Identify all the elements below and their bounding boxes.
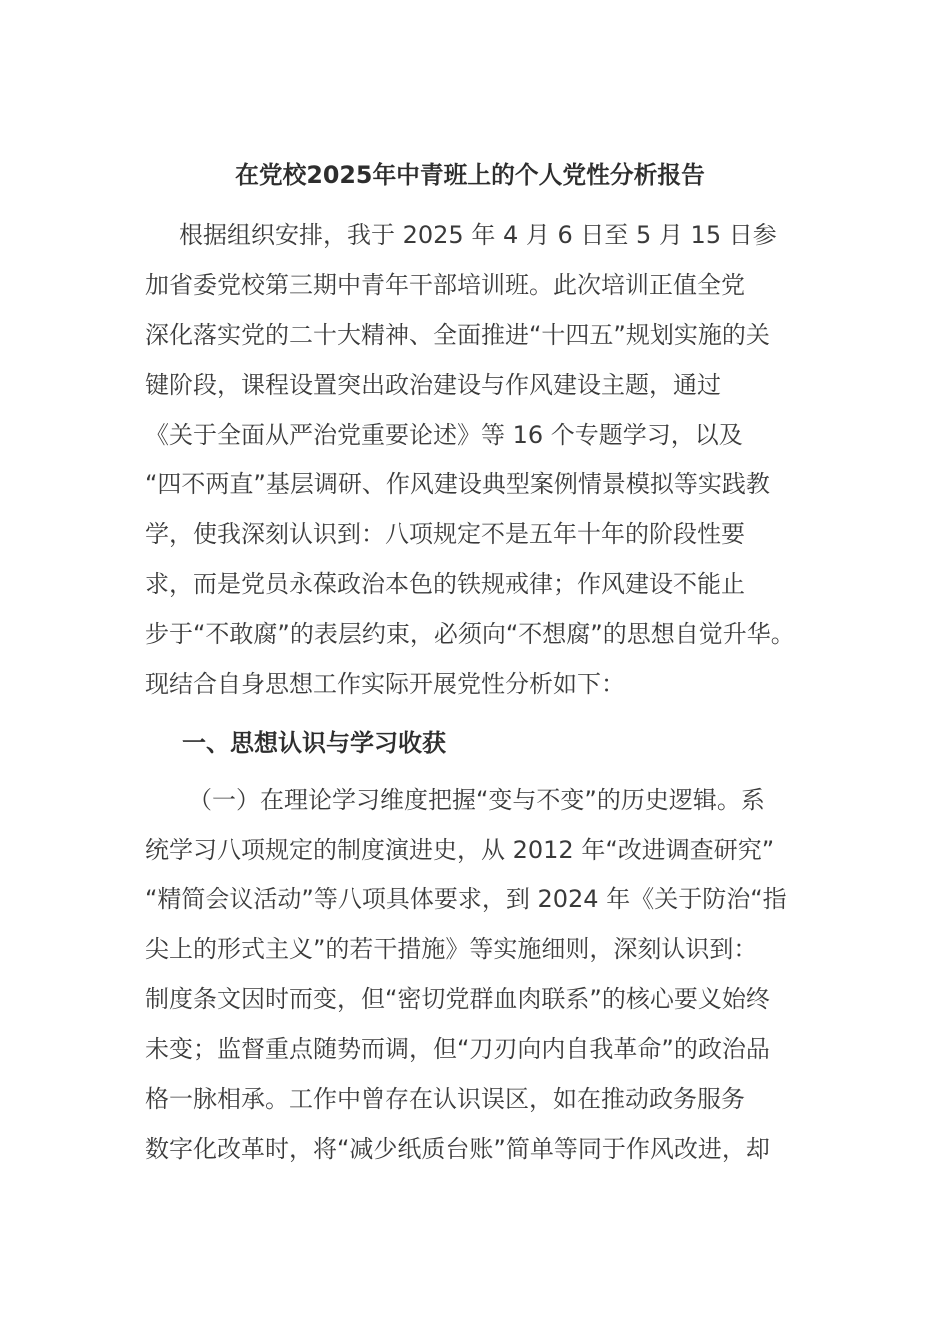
paragraph-2-line-1: （一）在理论学习维度把握“变与不变”的历史逻辑。系 <box>188 786 765 814</box>
paragraph-2-line-6: 未变；监督重点随势而调，但“刀刃向内自我革命”的政治品 <box>145 1035 770 1063</box>
paragraph-1-line-1: 根据组织安排，我于 2025 年 4 月 6 日至 5 月 15 日参 <box>179 221 777 249</box>
paragraph-2-line-3: “精简会议活动”等八项具体要求，到 2024 年《关于防治“指 <box>145 885 787 913</box>
paragraph-1-line-3: 深化落实党的二十大精神、全面推进“十四五”规划实施的关 <box>145 321 770 349</box>
paragraph-1-line-5: 《关于全面从严治党重要论述》等 16 个专题学习，以及 <box>145 421 743 449</box>
paragraph-1-line-4: 键阶段，课程设置突出政治建设与作风建设主题，通过 <box>145 371 721 399</box>
paragraph-2-line-5: 制度条文因时而变，但“密切党群血肉联系”的核心要义始终 <box>145 985 770 1013</box>
section-1-heading: 一、思想认识与学习收获 <box>182 729 446 757</box>
paragraph-1-line-10: 现结合自身思想工作实际开展党性分析如下： <box>145 670 625 698</box>
paragraph-1-line-9: 步于“不敢腐”的表层约束，必须向“不想腐”的思想自觉升华。 <box>145 620 795 648</box>
document-title: 在党校2025年中青班上的个人党性分析报告 <box>235 161 705 189</box>
paragraph-1-line-6: “四不两直”基层调研、作风建设典型案例情景模拟等实践教 <box>145 470 770 498</box>
paragraph-2-line-7: 格一脉相承。工作中曾存在认识误区，如在推动政务服务 <box>145 1085 745 1113</box>
paragraph-2-line-8: 数字化改革时，将“减少纸质台账”简单等同于作风改进，却 <box>145 1135 770 1163</box>
paragraph-2-line-2: 统学习八项规定的制度演进史，从 2012 年“改进调查研究” <box>145 836 775 864</box>
paragraph-1-line-8: 求，而是党员永葆政治本色的铁规戒律；作风建设不能止 <box>145 570 745 598</box>
paragraph-1-line-7: 学，使我深刻认识到：八项规定不是五年十年的阶段性要 <box>145 520 745 548</box>
paragraph-2-line-4: 尖上的形式主义”的若干措施》等实施细则，深刻认识到： <box>145 935 758 963</box>
paragraph-1-line-2: 加省委党校第三期中青年干部培训班。此次培训正值全党 <box>145 271 745 299</box>
